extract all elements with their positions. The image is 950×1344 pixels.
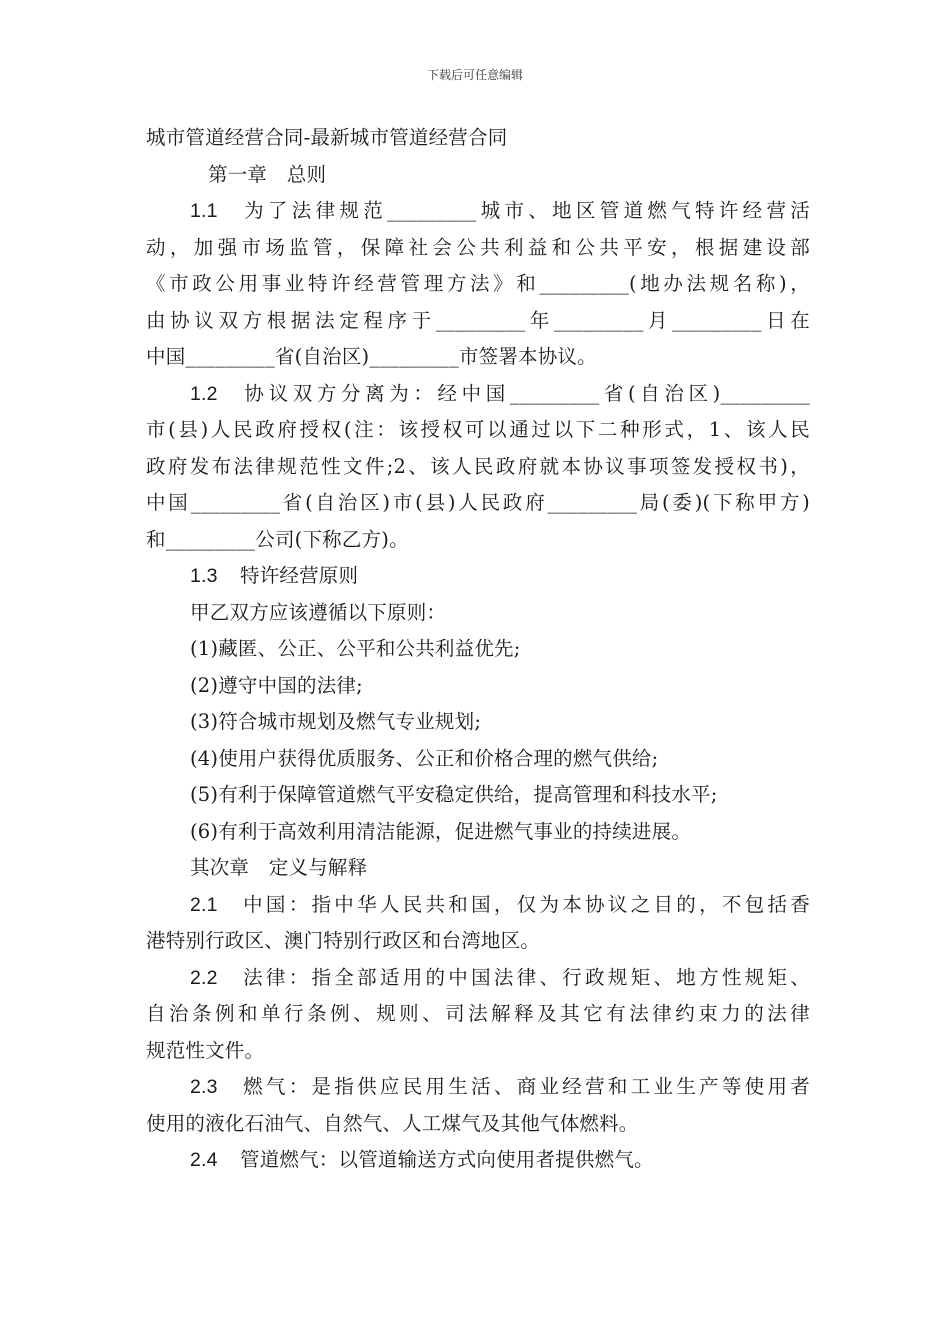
clause-line: [146, 193, 810, 230]
clause-line: [146, 376, 810, 413]
list-item: (5)有利于保障管道燃气平安稳定供给，提高管理和科技水平;: [190, 783, 718, 806]
clause-text: 特许经营原则: [240, 564, 359, 587]
clause-number: 1.3: [190, 565, 218, 587]
paragraph-line: 自治条例和单行条例、规则、司法解释及其它有法律约束力的法律: [146, 1002, 810, 1025]
clause-number: 1.2: [190, 382, 218, 405]
paragraph-line: 中国_________省(自治区)市(县)人民政府_________局(委)(下称甲方): [146, 491, 810, 514]
list-item: (3)符合城市规划及燃气专业规划;: [190, 710, 482, 733]
clause-number: 2.2: [190, 966, 218, 989]
paragraph-line: 港特别行政区、澳门特别行政区和台湾地区。: [146, 929, 541, 952]
clause-text: 中国：指中华人民共和国，仅为本协议之目的，不包括香: [240, 892, 810, 916]
clause-text: 为了法律规范_________城市、地区管道燃气特许经营活: [240, 199, 810, 222]
paragraph-line: 中国_________省(自治区)_________市签署本协议。: [146, 345, 597, 368]
list-item: (1)藏匿、公正、公平和公共利益优先;: [190, 637, 521, 660]
clause-line: [146, 558, 810, 595]
clause-line: [146, 1069, 810, 1106]
clause-line: [146, 960, 810, 997]
list-item: (2)遵守中国的法律;: [190, 673, 363, 697]
paragraph-line: 由协议双方根据法定程序于_________年_________月_________日在: [146, 308, 810, 332]
clause-text: 法律：指全部适用的中国法律、行政规矩、地方性规矩、: [240, 965, 810, 989]
clause-text: 燃气：是指供应民用生活、商业经营和工业生产等使用者: [240, 1075, 810, 1098]
list-item: 甲乙双方应该遵循以下原则：: [190, 600, 447, 624]
paragraph-line: 政府发布法律规范性文件;2、该人民政府就本协议事项签发授权书)，: [146, 454, 810, 478]
clause-text: 管道燃气：以管道输送方式向使用者提供燃气。: [240, 1148, 654, 1171]
chapter-heading: 第一章 总则: [208, 162, 327, 186]
paragraph-line: 和_________公司(下称乙方)。: [146, 527, 409, 551]
clause-line: [146, 887, 810, 924]
document-body: [146, 120, 810, 1179]
clause-number: 1.1: [190, 200, 218, 222]
paragraph-line: 市(县)人民政府授权(注：该授权可以通过以下二种形式，1、该人民: [146, 418, 810, 441]
clause-number: 2.4: [190, 1149, 218, 1171]
list-item: 其次章 定义与解释: [190, 856, 368, 879]
header-note: 下载后可任意编辑: [426, 68, 523, 82]
list-item: (6)有利于高效利用清洁能源，促进燃气事业的持续进展。: [190, 819, 692, 843]
paragraph-line: 使用的液化石油气、自然气、人工煤气及其他气体燃料。: [146, 1111, 639, 1135]
paragraph-line: 《市政公用事业特许经营管理方法》和_________(地办法规名称)，: [146, 272, 810, 295]
clause-number: 2.1: [190, 893, 218, 916]
list-item: (4)使用户获得优质服务、公正和价格合理的燃气供给;: [190, 746, 659, 770]
paragraph-line: 规范性文件。: [146, 1038, 265, 1062]
clause-number: 2.3: [190, 1076, 218, 1098]
clause-text: 协议双方分离为：经中国_________省(自治区)_________: [240, 381, 810, 405]
paragraph-line: 动，加强市场监管，保障社会公共利益和公共平安，根据建设部: [146, 235, 810, 259]
document-title: 城市管道经营合同-最新城市管道经营合同: [146, 126, 508, 149]
clause-line: [146, 1142, 810, 1179]
